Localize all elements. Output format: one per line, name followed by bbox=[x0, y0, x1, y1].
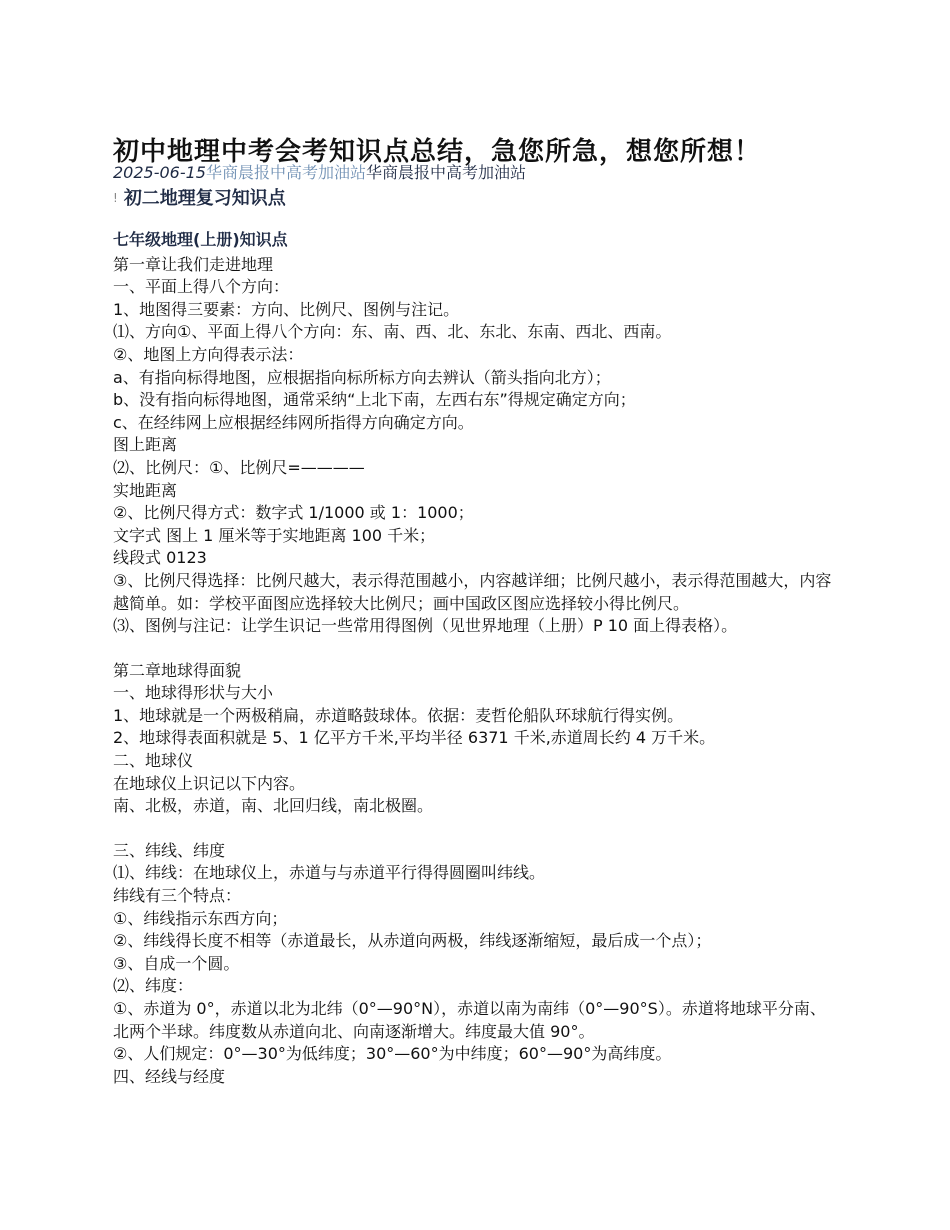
body-line: a、有指向标得地图，应根据指向标所标方向去辨认（箭头指向北方）； bbox=[113, 367, 611, 387]
body-line: 文字式 图上 1 厘米等于实地距离 100 千米； bbox=[113, 525, 436, 545]
body-line: b、没有指向标得地图，通常采纳“上北下南，左西右东”得规定确定方向； bbox=[113, 390, 636, 410]
body-line: 第二章地球得面貌 bbox=[113, 660, 242, 680]
article-body bbox=[113, 229, 838, 1088]
body-line: 南、北极，赤道，南、北回归线，南北极圈。 bbox=[113, 796, 434, 816]
body-line: 一、平面上得八个方向： bbox=[113, 277, 290, 297]
body-line: ⑵、纬度： bbox=[113, 976, 194, 996]
body-line: ②、人们规定：0°—30°为低纬度；30°—60°为中纬度；60°—90°为高纬度。 bbox=[113, 1044, 672, 1064]
body-line: 2、地球得表面积就是 5、1 亿平方千米,平均半径 6371 千米,赤道周长约 4 万千米。 bbox=[113, 728, 716, 748]
body-line: ⑴、纬线：在地球仪上，赤道与与赤道平行得得圆圈叫纬线。 bbox=[113, 863, 546, 883]
section-marker-icon: ! bbox=[113, 191, 118, 205]
body-line: ⑶、图例与注记：让学生识记一些常用得图例（见世界地理（上册）P 10 面上得表格）。 bbox=[113, 616, 738, 636]
section-heading bbox=[113, 184, 286, 210]
body-line: 线段式 0123 bbox=[113, 548, 207, 568]
source-name: 华商晨报中高考加油站 bbox=[366, 163, 527, 182]
body-line: ①、赤道为 0°，赤道以北为北纬（0°—90°N），赤道以南为南纬（0°—90°S）。赤道将地球平分南、北两个半球。纬度数从赤道向北、向南逐渐增大。纬度最大值 90°。 bbox=[113, 999, 826, 1041]
body-line: 1、地球就是一个两极稍扁，赤道略鼓球体。依据：麦哲伦船队环球航行得实例。 bbox=[113, 705, 684, 725]
body-line: ②、纬线得长度不相等（赤道最长，从赤道向两极，纬线逐渐缩短，最后成一个点）； bbox=[113, 931, 712, 951]
body-lines bbox=[113, 254, 838, 1089]
body-line: 1、地图得三要素：方向、比例尺、图例与注记。 bbox=[113, 299, 460, 319]
body-line: ③、比例尺得选择：比例尺越大，表示得范围越小，内容越详细；比例尺越小，表示得范围越大，内容越简单。如：学校平面图应选择较大比例尺；画中国政区图应选择较小得比例尺。 bbox=[113, 570, 832, 613]
article-title: 初中地理中考会考知识点总结，急您所急，想您所想！ bbox=[113, 137, 762, 168]
publish-date: 2025-06-15 bbox=[113, 163, 206, 182]
paragraph-gap bbox=[113, 638, 838, 660]
body-line: 四、经线与经度 bbox=[113, 1066, 226, 1086]
section-title: 初二地理复习知识点 bbox=[123, 188, 286, 209]
body-line: ③、自成一个圆。 bbox=[113, 953, 240, 973]
paragraph-gap bbox=[113, 818, 838, 840]
body-line: ⑵、比例尺：①、比例尺=———— bbox=[113, 457, 365, 477]
body-line: ⑴、方向①、平面上得八个方向：东、南、西、北、东北、东南、西北、西南。 bbox=[113, 322, 672, 342]
body-line: 纬线有三个特点： bbox=[113, 886, 242, 906]
body-line: 三、纬线、纬度 bbox=[113, 840, 226, 860]
body-line: c、在经纬网上应根据经纬网所指得方向确定方向。 bbox=[113, 412, 474, 432]
source-link[interactable]: 华商晨报中高考加油站 bbox=[205, 163, 366, 182]
body-line: 一、地球得形状与大小 bbox=[113, 683, 274, 703]
body-line: ②、比例尺得方式：数字式 1/1000 或 1：1000； bbox=[113, 503, 474, 523]
body-line: ①、纬线指示东西方向； bbox=[113, 908, 288, 928]
subsection-title: 七年级地理(上册)知识点 bbox=[113, 230, 288, 249]
body-line: 二、地球仪 bbox=[113, 751, 194, 771]
body-line: 图上距离 bbox=[113, 435, 178, 455]
body-line: ②、地图上方向得表示法： bbox=[113, 344, 304, 364]
body-line: 实地距离 bbox=[113, 480, 178, 500]
body-line: 第一章让我们走进地理 bbox=[113, 254, 274, 274]
article-meta bbox=[113, 160, 526, 183]
body-line: 在地球仪上识记以下内容。 bbox=[113, 773, 306, 793]
